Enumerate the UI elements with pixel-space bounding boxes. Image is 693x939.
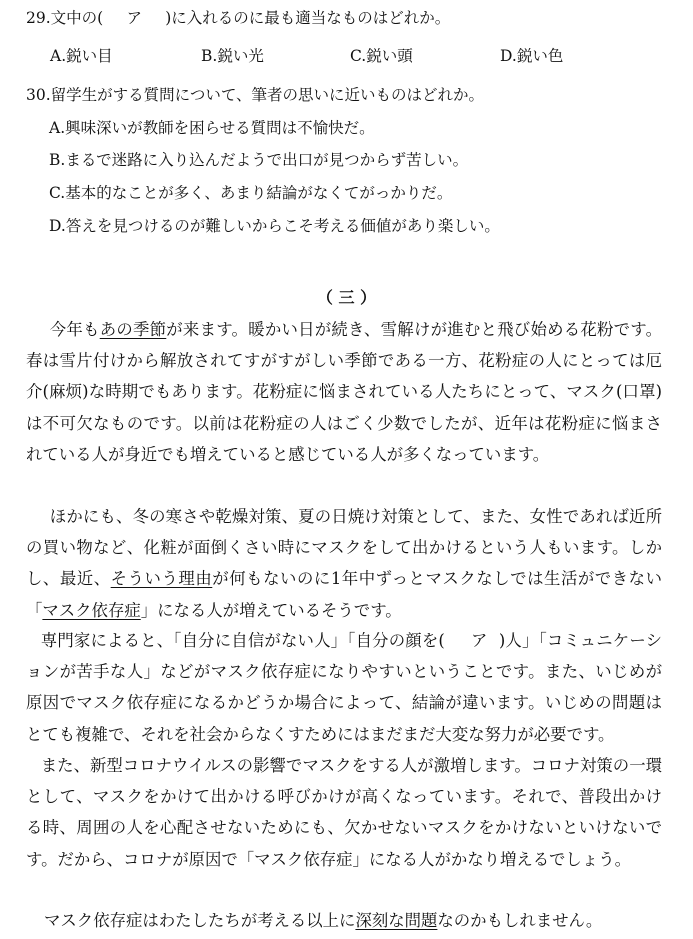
question-29 [26,8,450,28]
q30-option-a[interactable] [49,118,375,138]
q30-option-d[interactable] [49,216,500,236]
option-letter: A. [49,119,66,137]
question-text: 留学生がする質問について、筆者の思いに近いものはどれか。 [50,86,485,104]
underlined-phrase: あの季節 [99,320,167,339]
question-text: 文中の( [50,9,104,27]
paragraph-1 [26,314,662,470]
q29-option-c[interactable] [350,46,413,66]
text-run: また、新型コロナウイルスの影響でマスクをする人が激増します。コロナ対策の一環として、マスクをかけて出かける呼びかけが高くなっています。それで、普段出かける時、周囲の人を心配させないためにも、欠かせないマスクをかけないといけないです。だから、コロナが原因で「マスク依存症」になる人がかなり増えるでしょう。 [26,756,662,869]
paragraph-4 [26,750,662,875]
underlined-phrase: マスク依存症 [42,600,141,620]
paragraph-2 [26,501,662,626]
q30-option-b[interactable] [49,150,468,170]
blank-a: ア [126,9,142,27]
question-number: 29. [26,9,51,27]
option-letter: A. [50,47,67,65]
option-text: 鋭い目 [66,47,113,65]
blank-a: ア [471,631,488,650]
text-run: なのかもしれません。 [437,911,603,930]
paragraph-3 [26,625,662,750]
q29-options [0,46,693,66]
option-text: まるで迷路に入り込んだようで出口が見つからず苦しい。 [65,151,469,169]
text-run: が来ます。暖かい日が続き、雪解けが進むと飛び始める花粉です。春は雪片付けから解放されてすがすがしい季節である一方、花粉症の人にとっては厄介(麻烦)な時期でもあります。花粉症に悩まされている人たちにとって、マスク(口罩)は不可欠なものです。以前は花粉症の人はごく少数でしたが、近年は花粉症に悩まされている人が身近でも増えていると感じている人が多くなっています。 [26,320,663,464]
option-letter: C. [49,184,66,202]
q30-option-c[interactable] [49,183,452,203]
option-letter: C. [350,47,367,65]
q29-option-a[interactable] [50,46,113,66]
option-letter: D. [49,217,66,235]
text-run: 今年も [49,320,100,339]
option-text: 鋭い頭 [366,47,413,65]
q29-option-b[interactable] [201,46,264,66]
option-letter: B. [49,151,66,169]
option-letter: B. [201,47,218,65]
option-text: 基本的なことが多く、あまり結論がなくてがっかりだ。 [65,184,453,202]
option-text: 鋭い光 [217,47,264,65]
question-text: )に入れるのに最も適当なものはどれか。 [165,9,451,27]
paragraph-5 [26,905,662,936]
text-run: 」になる人が増えているそうです。 [140,600,402,620]
text-run: ほかにも、冬の寒さや乾燥対策、夏の日焼け対策として、また、女性であれば近所の買い物など、化粧が面倒くさい時にマスクをして出かけるという人もいます。しかし、最近、 [26,507,662,589]
question-number: 30. [26,86,51,104]
underlined-phrase: 深刻な問題 [355,911,438,930]
text-run: が何もないのに1年中ずっとマスクなしでは生活ができない「 [26,569,663,620]
text-run: )人」「コミュニケーションが苦手な人」などがマスク依存症になりやすいということです。また、いじめが原因でマスク依存症になるかどうか場合によって、結論が違います。いじめの問題はとても複雑で、それを社会からなくすためにはまだまだ大変な努力が必要です。 [26,631,662,744]
text-run: マスク依存症はわたしたちが考える以上に [44,911,356,930]
option-text: 興味深いが教師を困らせる質問は不愉快だ。 [65,119,375,137]
option-text: 鋭い色 [516,47,564,65]
question-30 [26,85,484,105]
option-text: 答えを見つけるのが難しいからこそ考える価値があり楽しい。 [65,217,500,235]
section-title: （ 三 ） [316,288,377,307]
q29-option-d[interactable] [500,46,563,66]
underlined-phrase: そういう理由 [110,569,213,589]
option-letter: D. [500,47,517,65]
text-run: 専門家によると、「自分に自信がない人」「自分の顔を( [40,631,445,650]
